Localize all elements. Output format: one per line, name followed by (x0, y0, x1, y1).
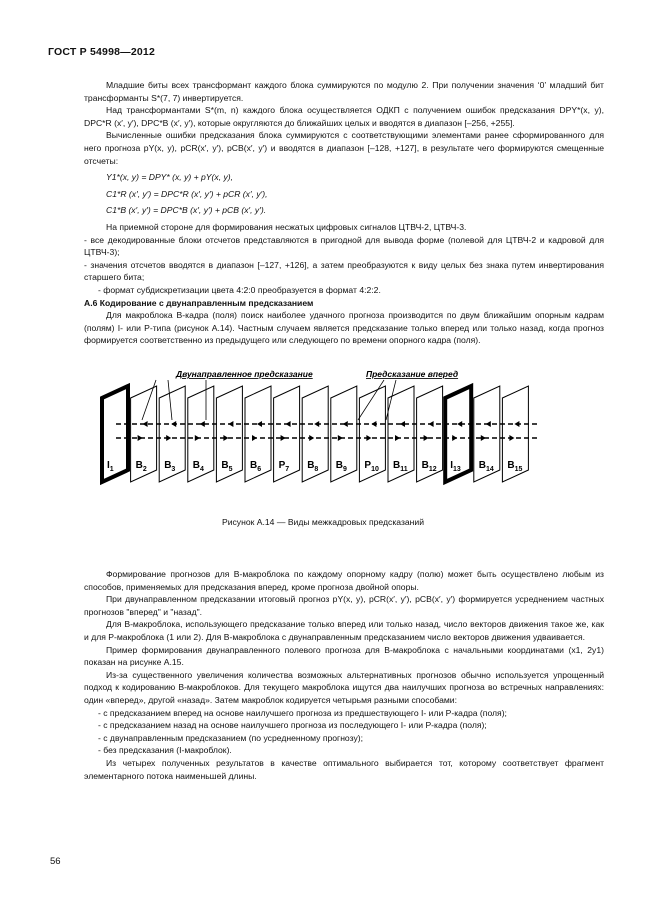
document-header: ГОСТ Р 54998—2012 (48, 46, 156, 58)
paragraph: Для В-макроблока, использующего предсказание только вперед или только назад, число векторов движения такое же, как и для Р-макроблока (1 или 2). Для В-макроблока с двунаправленным предсказанием число векторов движения удваивается. (84, 619, 604, 642)
frame-label: $I_1$ (107, 460, 114, 473)
frame-label: $B_6$ (250, 460, 262, 473)
prediction-diagram (96, 364, 546, 498)
frame-label: $B_4$ (192, 460, 204, 473)
paragraph: Пример формирования двунаправленного полевого прогноза для В-макроблока с начальными координатами (x1, 2y1) показан на рисунке А.15. (84, 644, 604, 668)
figure-caption: Рисунок А.14 — Виды межкадровых предсказаний (221, 517, 425, 527)
frame-label: $B_3$ (164, 460, 176, 473)
paragraph: Над трансформантами S*(m, n) каждого блока осуществляется ОДКП с получением ошибок предсказания DPY*(x, y), DPC*R (x′, y′), DPC*B (x′, y′), которые округляются до ближайших целых и вводятся в диапазон [–256, +255]. (84, 105, 604, 128)
formula: C1*R (x′, y′) = DPC*R (x′, y′) + pCR (x′, y′), (106, 188, 268, 199)
paragraph: Из четырех полученных результатов в качестве оптимального выбирается тот, которому соответствует фрагмент элементарного потока наименьшей длины. (84, 757, 604, 781)
frame-label: $P_7$ (278, 460, 290, 473)
text-block-bottom (84, 568, 604, 782)
frame-label: $B_5$ (221, 460, 233, 473)
list-item: - с предсказанием вперед на основе наилучшего прогноза из предшествующего I- или Р-кадра (поля); (98, 707, 507, 718)
page-number: 56 (50, 856, 61, 867)
frame-label: $B_8$ (307, 460, 319, 473)
formula: C1*B (x′, y′) = DPC*B (x′, y′) + pCB (x′, y′). (106, 205, 267, 216)
paragraph: Из-за существенного увеличения количества возможных альтернативных прогнозов обычно используется упрощенный подход к кодированию В-макроблоков. Для текущего макроблока ищутся два наилучших прогноза во встречных направлениях: один «вперед», другой «назад». Затем макроблок кодируется четырьмя разными способами: (84, 669, 604, 705)
frame-label: $P_{10}$ (364, 460, 379, 473)
paragraph: Для макроблока В-кадра (поля) поиск наиболее удачного прогноза производится по двум ближайшим опорным кадрам (полям) I- или Р-типа (рисунок А.14). Частным случаем является предсказание только вперед или только назад, когда прогноз формируется соответственно из предыдущего или следующего по времени опорного кадра (поля). (84, 310, 604, 346)
paragraph: Формирование прогнозов для В-макроблока по каждому опорному кадру (полю) может быть осуществлено любым из способов, применяемых для предсказания вперед, кроме прогноза двойной опоры. (84, 569, 604, 592)
list-item: - значения отсчетов вводятся в диапазон [–127, +126], а затем преобразуются к виду целых без знака путем инвертирования старшего бита; (84, 259, 604, 283)
list-item: - с двунаправленным предсказанием (по усредненному прогнозу); (98, 732, 364, 743)
paragraph: При двунаправленном предсказании итоговый прогноз pY(x, y), pCR(x′, y′), pCB(x′, y′) формируется усреднением частных прогнозов "вперед" и "назад". (84, 594, 604, 617)
list-item: - без предсказания (I-макроблок). (98, 745, 232, 756)
frame-label: $B_{12}$ (421, 460, 437, 473)
text-block-top (84, 79, 604, 347)
frame-i1 (102, 386, 128, 482)
label-forward: Предсказание вперед (366, 369, 459, 379)
frame-label: $B_{15}$ (507, 460, 523, 473)
paragraph: Младшие биты всех трансформант каждого блока суммируются по модулю 2. При получении значения ‘0’ младший бит трансформанты S*(7, 7) инвертируется. (84, 80, 604, 103)
frame-label: $I_{13}$ (450, 460, 461, 473)
formula: Y1*(x, y) = DPY* (x, y) + pY(x, y), (106, 172, 234, 183)
paragraph: На приемной стороне для формирования несжатых цифровых сигналов ЦТВЧ-2, ЦТВЧ-3. (106, 221, 467, 232)
list-item: - с предсказанием назад на основе наилучшего прогноза из последующего I- или Р-кадра (поля); (98, 720, 487, 731)
frame-label: $B_9$ (335, 460, 347, 473)
frame-label: $B_2$ (135, 460, 147, 473)
label-bidirectional: Двунаправленное предсказание (176, 369, 313, 379)
paragraph: Вычисленные ошибки предсказания блока суммируются с соответствующими элементами ранее сформированного для него прогноза pY(x, y), pCR(x′, y′), pCB(x′, y′) и вводятся в диапазон [–128, +127], в результате чего формируются смещенные отсчеты: (84, 130, 604, 166)
list-item: - формат субдискретизации цвета 4:2:0 преобразуется в формат 4:2:2. (98, 284, 381, 295)
section-heading: А.6 Кодирование с двунаправленным предсказанием (84, 297, 314, 308)
frame-label: $B_{11}$ (393, 460, 408, 473)
list-item: - все декодированные блоки отсчетов представляются в пригодной для вывода форме (полевой для ЦТВЧ-2 и кадровой для ЦТВЧ-3); (84, 234, 604, 258)
frame-label: $B_{14}$ (478, 460, 494, 473)
